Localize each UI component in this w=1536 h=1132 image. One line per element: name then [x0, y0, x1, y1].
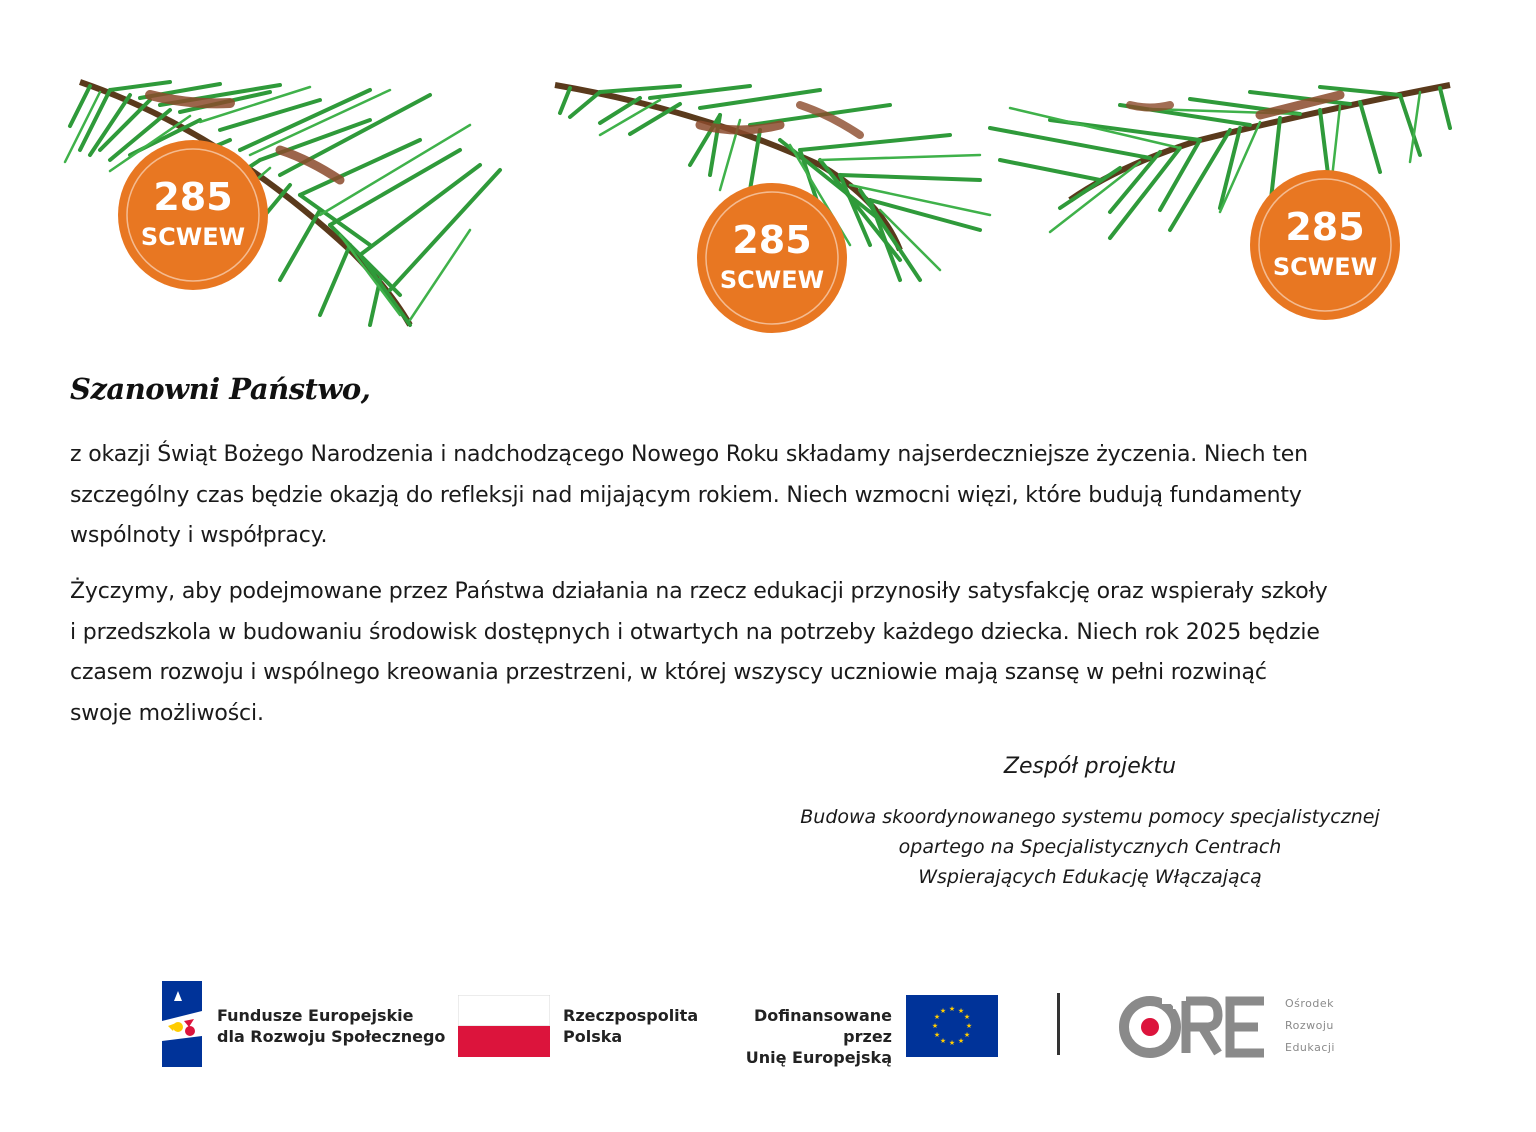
logo-text-line: dla Rozwoju Społecznego: [217, 1027, 446, 1046]
project-line: Wspierających Edukację Włączającą: [918, 866, 1262, 888]
svg-text:★: ★: [948, 1039, 956, 1047]
ore-logo-mark: [1118, 995, 1268, 1059]
svg-text:285: 285: [153, 175, 233, 219]
paragraph-line: szczególny czas będzie okazją do refleksji nad mijającym rokiem. Niech wzmocni więzi, które budują fundamenty: [70, 482, 1302, 508]
paragraph-line: Życzymy, aby podejmowane przez Państwa działania na rzecz edukacji przynosiły satysfakcję oraz wspierały szkoły: [70, 579, 1328, 604]
signature-team: Zespół projektu: [1003, 754, 1177, 779]
logo-text-line: Rzeczpospolita: [563, 1006, 699, 1025]
svg-text:★: ★: [939, 1037, 947, 1045]
paragraph-line: z okazji Świąt Bożego Narodzenia i nadchodzącego Nowego Roku składamy najserdeczniejsze życzenia. Niech ten: [70, 442, 1308, 467]
svg-text:285: 285: [1285, 205, 1365, 249]
fundusze-europejskie-logo: [160, 981, 206, 1067]
svg-text:SCWEW: SCWEW: [719, 266, 825, 294]
svg-text:★: ★: [948, 1005, 956, 1013]
ornament-middle: [697, 183, 847, 333]
christmas-header: [0, 0, 1536, 350]
funding-logos: [0, 975, 1536, 1075]
ore-text: [1285, 993, 1335, 1059]
svg-text:SCWEW: SCWEW: [140, 223, 246, 251]
project-line: opartego na Specjalistycznych Centrach: [898, 836, 1282, 858]
eu-cofinancing-text: [722, 1005, 892, 1068]
polish-flag-logo: [458, 995, 550, 1057]
svg-text:★: ★: [933, 1013, 941, 1021]
svg-text:★: ★: [933, 1031, 941, 1039]
paragraph-wishes: [70, 435, 1400, 557]
svg-text:★: ★: [939, 1007, 947, 1015]
signature-project: [740, 802, 1440, 892]
svg-text:★: ★: [963, 1013, 971, 1021]
rzeczpospolita-text: [563, 1005, 698, 1047]
eu-flag-logo: [906, 995, 998, 1057]
svg-text:SCWEW: SCWEW: [1272, 253, 1378, 281]
logo-divider: [1057, 993, 1060, 1055]
svg-text:★: ★: [957, 1007, 965, 1015]
paragraph-line: wspólnoty i współpracy.: [70, 523, 328, 548]
greeting-heading: Szanowni Państwo,: [70, 372, 371, 406]
paragraph-line: swoje możliwości.: [70, 700, 264, 726]
ornament-left: [118, 140, 268, 290]
svg-text:★: ★: [965, 1022, 973, 1030]
paragraph-line: czasem rozwoju i wspólnego kreowania przestrzeni, w której wszyscy uczniowie mają szansę w pełni rozwinąć: [70, 660, 1267, 685]
ornament-right: [1250, 170, 1400, 320]
paragraph-education: [70, 572, 1400, 734]
svg-text:★: ★: [963, 1031, 971, 1039]
ore-text-line: Ośrodek: [1285, 997, 1335, 1010]
logo-text-line: Polska: [563, 1027, 623, 1046]
project-line: Budowa skoordynowanego systemu pomocy specjalistycznej: [800, 806, 1380, 828]
logo-text-line: Unię Europejską: [745, 1048, 892, 1067]
svg-text:★: ★: [931, 1022, 939, 1030]
svg-text:285: 285: [732, 218, 812, 262]
fundusze-europejskie-text: [217, 1005, 445, 1047]
logo-text-line: Fundusze Europejskie: [217, 1006, 414, 1025]
ore-text-line: Edukacji: [1285, 1041, 1335, 1054]
logo-text-line: Dofinansowane przez: [753, 1006, 892, 1046]
svg-text:★: ★: [957, 1037, 965, 1045]
paragraph-line: i przedszkola w budowaniu środowisk dostępnych i otwartych na potrzeby każdego dziecka. Niech rok 2025 będzie: [70, 619, 1320, 645]
ore-text-line: Rozwoju: [1285, 1019, 1334, 1032]
